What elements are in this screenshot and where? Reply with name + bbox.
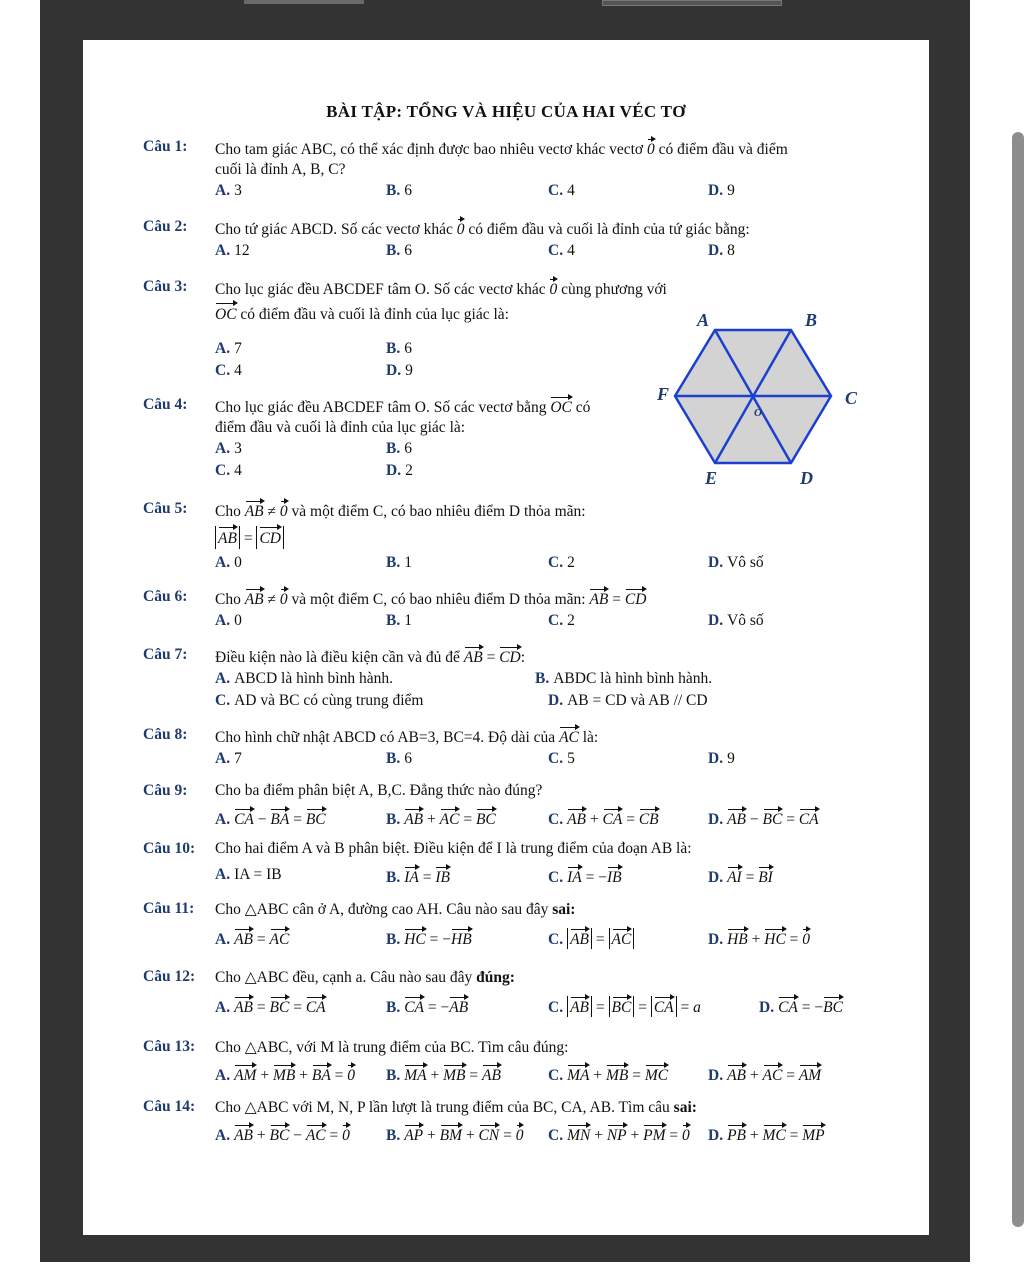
question-number: Câu 5: [143,500,188,517]
question-text: Cho △ABC đều, cạnh a. Câu nào sau đây đúng: [215,969,515,986]
option-b[interactable]: B. 6 [386,440,412,457]
option-b[interactable]: B. 6 [386,242,412,259]
option-a[interactable]: A. AB = AC [215,928,289,949]
option-c[interactable]: C. 4 [548,182,575,199]
toolbar-segment[interactable] [244,0,364,4]
option-d[interactable]: D. AB + AC = AM [708,1064,821,1085]
option-a[interactable]: A. 7 [215,750,242,767]
question-text: Cho AB ≠ 0 và một điểm C, có bao nhiêu điểm D thỏa mãn: [215,500,586,521]
option-b[interactable]: B. 6 [386,182,412,199]
option-a[interactable]: A. AB = BC = CA [215,996,326,1017]
question-text: Cho △ABC với M, N, P lần lượt là trung điểm của BC, CA, AB. Tìm câu sai: [215,1099,697,1116]
option-d[interactable]: D. 9 [708,182,735,199]
option-a[interactable]: A. 0 [215,612,242,629]
option-b[interactable]: B. HC = −HB [386,928,472,949]
option-d[interactable]: D. 9 [708,750,735,767]
option-c[interactable]: C. 5 [548,750,575,767]
hexagon-figure [653,308,903,488]
option-b[interactable]: B. ABDC là hình bình hành. [535,670,713,687]
question-text: Cho △ABC cân ở A, đường cao AH. Câu nào sau đây sai: [215,901,576,918]
vertex-label-e: E [705,468,718,488]
question-number: Câu 10: [143,840,196,857]
option-b[interactable]: B. 1 [386,612,412,629]
option-c[interactable]: C. 4 [215,362,242,379]
question-text: Cho ba điểm phân biệt A, B,C. Đẳng thức nào đúng? [215,782,543,799]
option-a[interactable]: A. 3 [215,440,242,457]
question-text-line: điểm đầu và cuối là đỉnh của lục giác là: [215,419,466,436]
option-d[interactable]: D. PB + MC = MP [708,1124,825,1145]
question-number: Câu 13: [143,1038,196,1055]
toolbar-segment[interactable] [602,0,782,6]
option-d[interactable]: D. 2 [386,462,413,479]
question-number: Câu 2: [143,218,188,235]
scrollbar[interactable] [1012,132,1024,1227]
option-a[interactable]: A. AB + BC − AC = 0 [215,1124,350,1145]
option-d[interactable]: D. 8 [708,242,735,259]
question-number: Câu 6: [143,588,188,605]
option-a[interactable]: A. 12 [215,242,250,259]
option-a[interactable]: A. 3 [215,182,242,199]
question-number: Câu 9: [143,782,188,799]
option-d[interactable]: D. Vô số [708,612,764,629]
option-a[interactable]: A. CA − BA = BC [215,808,326,829]
question-number: Câu 14: [143,1098,196,1115]
question-text: Cho △ABC, với M là trung điểm của BC. Tìm câu đúng: [215,1039,569,1056]
question-text: Điều kiện nào là điều kiện cần và đủ để AB = CD: [215,646,525,667]
vertex-label-a: A [697,310,710,330]
question-text: Cho tam giác ABC, có thể xác định được bao nhiêu vectơ khác vectơ 0 có điểm đầu và điểm [215,138,788,159]
option-c[interactable]: C. 2 [548,612,575,629]
option-a[interactable]: A. ABCD là hình bình hành. [215,670,393,687]
center-label-o: O [754,407,762,419]
question-text-line: cuối là đỉnh A, B, C? [215,161,346,178]
option-b[interactable]: B. 1 [386,554,412,571]
question-text: Cho tứ giác ABCD. Số các vectơ khác 0 có điểm đầu và cuối là đỉnh của tứ giác bằng: [215,218,750,239]
question-text: Cho hai điểm A và B phân biệt. Điều kiện để I là trung điểm của đoạn AB là: [215,840,692,857]
option-d[interactable]: D. AI = BI [708,866,773,887]
vertex-label-d: D [800,468,813,488]
question-number: Câu 3: [143,278,188,295]
option-b[interactable]: B. 6 [386,750,412,767]
question-number: Câu 12: [143,968,196,985]
option-d[interactable]: D. 9 [386,362,413,379]
vertex-label-b: B [805,310,818,330]
option-c[interactable]: C. AB = BC = CA = a [548,996,701,1017]
option-c[interactable]: C. 2 [548,554,575,571]
option-a[interactable]: A. 7 [215,340,242,357]
option-c[interactable]: C. 4 [548,242,575,259]
option-b[interactable]: B. MA + MB = AB [386,1064,501,1085]
question-number: Câu 7: [143,646,188,663]
question-number: Câu 11: [143,900,195,917]
option-c[interactable]: C. MA + MB = MC [548,1064,668,1085]
option-c[interactable]: C. AB = AC [548,928,634,949]
option-b[interactable]: B. IA = IB [386,866,450,887]
option-a[interactable]: A. AM + MB + BA = 0 [215,1064,355,1085]
question-number: Câu 1: [143,138,188,155]
vertex-label-f: F [657,384,670,404]
option-c[interactable]: C. AD và BC có cùng trung điểm [215,692,424,709]
document-page [83,40,929,1235]
option-d[interactable]: D. AB = CD và AB // CD [548,692,708,709]
worksheet-title: BÀI TẬP: TỔNG VÀ HIỆU CỦA HAI VÉC TƠ [326,102,686,121]
question-text: Cho AB ≠ 0 và một điểm C, có bao nhiêu điểm D thỏa mãn: AB = CD [215,588,646,609]
option-d[interactable]: D. Vô số [708,554,764,571]
option-d[interactable]: D. AB − BC = CA [708,808,819,829]
condition-formula: AB = CD [215,526,284,549]
option-d[interactable]: D. HB + HC = 0 [708,928,810,949]
question-text: Cho lục giác đều ABCDEF tâm O. Số các vectơ bằng OC có [215,396,590,417]
option-b[interactable]: B. CA = −AB [386,996,468,1017]
option-b[interactable]: B. 6 [386,340,412,357]
option-b[interactable]: B. AB + AC = BC [386,808,496,829]
question-number: Câu 4: [143,396,188,413]
option-c[interactable]: C. MN + NP + PM = 0 [548,1124,690,1145]
vertex-label-c: C [845,388,858,408]
option-d[interactable]: D. CA = −BC [759,996,843,1017]
option-a[interactable]: A. 0 [215,554,242,571]
option-b[interactable]: B. AP + BM + CN = 0 [386,1124,523,1145]
option-c[interactable]: C. 4 [215,462,242,479]
question-number: Câu 8: [143,726,188,743]
option-c[interactable]: C. IA = −IB [548,866,622,887]
question-text: Cho hình chữ nhật ABCD có AB=3, BC=4. Độ dài của AC là: [215,726,598,747]
question-text-line: OC có điểm đầu và cuối là đỉnh của lục giác là: [215,302,509,325]
option-a[interactable]: A. IA = IB [215,866,282,883]
question-text: Cho lục giác đều ABCDEF tâm O. Số các vectơ khác 0 cùng phương với [215,278,667,299]
option-c[interactable]: C. AB + CA = CB [548,808,659,829]
